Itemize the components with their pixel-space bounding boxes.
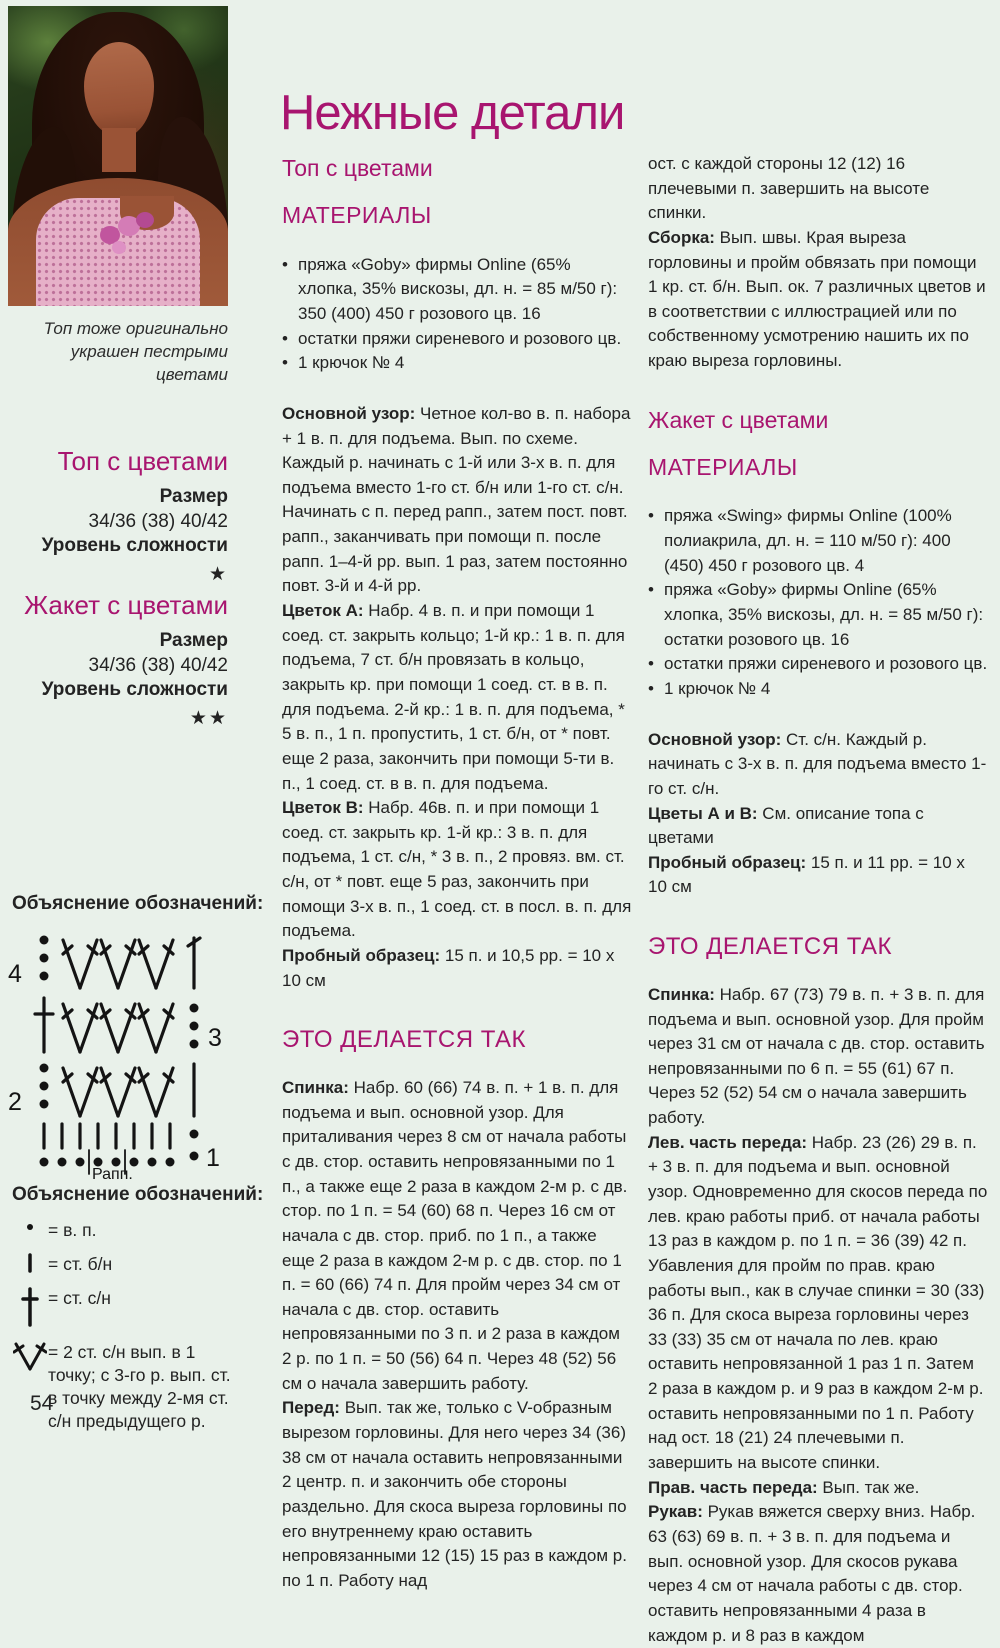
material-item: • пряжа «Swing» фирмы Online (100% полиакрила, дл. н. = 110 м/50 г): 400 (450) 450 г розового цв. 4 bbox=[648, 504, 988, 578]
column-right bbox=[648, 152, 988, 1648]
paragraph: Спинка: Набр. 60 (66) 74 в. п. + 1 в. п. для подъема и вып. основной узор. Для приталивания через 8 см от начала работы с дв. стор. оставить непровязанными по 1 п., а также еще 2 раза в каждом 2-м р. с дв. стор. по 1 п. = 54 (60) 68 п. Через 16 см от начала с дв. стор. приб. по 1 п., а также еще 2 раза в каждом 2-м р. с дв. стор. по 1 п. = 60 (66) 74 п. Для пройм через 34 см от начала с дв. стор. оставить непровязанными по 3 п. и 2 раза в каждом 2 р. по 1 п. = 50 (56) 64 п. Через 48 (52) 56 см о начала завершить работу. bbox=[282, 1078, 628, 1393]
level-label: Уровень сложности bbox=[41, 535, 228, 557]
photo-caption: Топ тоже оригинально украшен пестрыми цветами bbox=[43, 319, 228, 384]
paragraph: Рукав: Рукав вяжется сверху вниз. Набр. 63 (63) 69 в. п. + 3 в. п. для подъема и вып. основной узор. Для скосов рукава через 4 см от начала работы с дв. стор. оставить непровязанными 4 раза в каждом р. и 8 раз в каждом bbox=[648, 1502, 976, 1645]
two-dc-in-one-point-icon bbox=[12, 1340, 48, 1372]
paragraph: Основной узор: Ст. с/н. Каждый р. начинать с 3-х в. п. для подъема вместо 1-го ст. с/н. bbox=[648, 729, 987, 798]
materials-heading: МАТЕРИАЛЫ bbox=[648, 454, 798, 481]
column-middle bbox=[282, 152, 634, 1594]
svg-text:4: 4 bbox=[8, 960, 22, 988]
rapport-label: Рапп. bbox=[92, 1166, 133, 1183]
difficulty-stars: ★★ bbox=[189, 708, 228, 730]
size-label: Размер bbox=[159, 486, 228, 507]
difficulty-stars: ★ bbox=[208, 564, 228, 586]
continued-instructions bbox=[648, 152, 988, 374]
legend-item: = в. п. bbox=[12, 1218, 238, 1242]
instructions bbox=[648, 983, 988, 1648]
legend-item: = ст. с/н bbox=[12, 1286, 238, 1328]
how-it-is-done-heading: ЭТО ДЕЛАЕТСЯ ТАК bbox=[648, 933, 893, 961]
paragraph: Лев. часть переда: Набр. 23 (26) 29 в. п. + 3 в. п. для подъема и вып. основной узор. Одновременно для скосов переда по лев. краю работы приб. от начала работы 13 раз в каждом р. по 1 п. = 36 (39) 42 п. Убавления для пройм по прав. краю работы вып., как в случае спинки = 30 (33) 36 п. Для скоса выреза горловины через 33 (33) 35 см от начала по лев. краю оставить непровязанной 1 раз 1 п. Затем 2 раза в каждом р. и 9 раз в каждом 2-м р. оставить непровязанными по 1 п. Работу над ост. 18 (21) 24 плечевыми п. завершить на высоте спинки. bbox=[648, 1132, 988, 1473]
page-number: 54 bbox=[30, 1392, 54, 1415]
size-value: 34/36 (38) 40/42 bbox=[88, 654, 228, 676]
pattern-description bbox=[282, 402, 634, 993]
material-item: • остатки пряжи сиреневого и розового цв. bbox=[648, 652, 988, 677]
paragraph: Пробный образец: 15 п. и 10,5 рр. = 10 х 10 см bbox=[282, 945, 615, 990]
material-item: • остатки пряжи сиреневого и розового цв. bbox=[282, 327, 634, 352]
single-crochet-bar-icon bbox=[12, 1252, 48, 1274]
size-value: 34/36 (38) 40/42 bbox=[88, 510, 228, 532]
chart-row-3 bbox=[35, 998, 222, 1052]
chart-row-2 bbox=[8, 1064, 194, 1117]
chart-row-4 bbox=[8, 936, 200, 989]
how-it-is-done-heading: ЭТО ДЕЛАЕТСЯ ТАК bbox=[282, 1026, 527, 1054]
svg-text:1: 1 bbox=[206, 1144, 220, 1172]
paragraph: Цветок А: Набр. 4 в. п. и при помощи 1 соед. ст. закрыть кольцо; 1-й кр.: 1 в. п. для подъема, 7 ст. б/н провязать в кольцо, закрыть кр. при помощи 1 соед. ст. в в. п. для подъема. 2-й кр.: 1 в. п. для подъема, * 5 в. п., 1 п. пропустить, 1 ст. б/н, от * повт. еще 2 раза, закончить при помощи 5-ти в. п., 1 соед. ст. в в. п. для подъема. bbox=[282, 601, 625, 793]
legend-heading: Объяснение обозначений: bbox=[12, 1184, 264, 1205]
photo-woman-pink-crochet-top bbox=[8, 6, 228, 306]
page-title: Нежные детали bbox=[280, 85, 625, 140]
legend-item: = ст. б/н bbox=[12, 1252, 238, 1276]
paragraph: Пробный образец: 15 п. и 11 рр. = 10 х 10 см bbox=[648, 852, 965, 897]
photo-flower bbox=[112, 241, 126, 254]
subhead-zhaket-s-tsvetami: Жакет с цветами bbox=[648, 406, 829, 433]
legend-item: = 2 ст. с/н вып. в 1 точку; с 3-го р. вып. ст. в точку между 2-мя ст. с/н предыдущего р. bbox=[12, 1340, 238, 1433]
materials-heading: МАТЕРИАЛЫ bbox=[282, 202, 432, 229]
size-label: Размер bbox=[159, 630, 228, 651]
pattern-title: Жакет с цветами bbox=[24, 590, 228, 620]
paragraph: Цветок В: Набр. 46в. п. и при помощи 1 соед. ст. закрыть кр. 1-й кр.: 3 в. п. для подъема, 1 ст. с/н, * 3 в. п., 2 провяз. вм. ст. с/н, от * повт. еще 5 раз, закончить при помощи 3-х в. п., 1 соед. ст. в посл. в. п. для подъема. bbox=[282, 798, 632, 941]
pattern-card-top bbox=[6, 446, 228, 586]
paragraph: Прав. часть переда: Вып. так же. bbox=[648, 1477, 920, 1497]
paragraph: ост. с каждой стороны 12 (12) 16 плечевыми п. завершить на высоте спинки. bbox=[648, 154, 930, 223]
material-item: • 1 крючок № 4 bbox=[282, 351, 634, 376]
chain-stitch-dot-icon bbox=[12, 1218, 48, 1234]
double-crochet-cross-icon bbox=[12, 1286, 48, 1328]
material-item: • пряжа «Goby» фирмы Online (65% хлопка, 35% вискозы, дл. н. = 85 м/50 г): остатки розового цв. 16 bbox=[648, 578, 988, 652]
paragraph: Цветы А и В: См. описание топа с цветами bbox=[648, 803, 924, 848]
material-item: • пряжа «Goby» фирмы Online (65% хлопка, 35% вискозы, дл. н. = 85 м/50 г): 350 (400) 450 г розового цв. 16 bbox=[282, 253, 634, 327]
crochet-chart-diagram bbox=[4, 922, 234, 1184]
pattern-description bbox=[648, 728, 988, 900]
svg-text:3: 3 bbox=[208, 1024, 222, 1052]
pattern-card-jacket bbox=[6, 590, 228, 730]
chart-heading: Объяснение обозначений: bbox=[12, 893, 264, 914]
subhead-top-s-tsvetami: Топ с цветами bbox=[282, 155, 433, 181]
pattern-title: Топ с цветами bbox=[57, 446, 228, 476]
paragraph: Спинка: Набр. 67 (73) 79 в. п. + 3 в. п. для подъема и вып. основной узор. Для пройм через 31 см от начала с дв. стор. оставить непровязанными по 6 п. = 55 (61) 67 п. Через 52 (52) 54 см о начала завершить работу. bbox=[648, 984, 985, 1128]
photo-neck bbox=[102, 128, 136, 172]
paragraph: Основной узор: Четное кол-во в. п. набора + 1 в. п. для подъема. Вып. по схеме. Каждый р. начинать с 1-й или 3-х в. п. для подъема вместо 1-го ст. б/н или 1-го ст. с/н. Начинать с п. перед рапп., затем пост. повт. рапп., заканчивать при помощи п. после рапп. 1–4-й рр. вып. 1 раз, затем постоянно повт. 3-й и 4-й рр. bbox=[282, 403, 631, 596]
chart-row-1 bbox=[40, 1124, 220, 1183]
photo-flower bbox=[136, 212, 154, 228]
level-label: Уровень сложности bbox=[41, 679, 228, 701]
paragraph: Перед: Вып. так же, только с V-образным вырезом горловины. Для него через 34 (36) 38 см от начала оставить непровязанными 2 центр. п. и закончить обе стороны раздельно. Для скоса выреза горловины по его внутреннему краю оставить непровязанными 12 (15) 15 раз в каждом р. по 1 п. Работу над bbox=[282, 1398, 627, 1590]
materials-list bbox=[282, 253, 634, 376]
material-item: • 1 крючок № 4 bbox=[648, 677, 988, 702]
paragraph: Сборка: Вып. швы. Края выреза горловины и пройм обвязать при помощи 1 кр. ст. б/н. Вып. ок. 7 различных цветов и в соответствии с иллюстрацией или по собственному усмотрению нашить их по краю выреза горловины. bbox=[648, 227, 986, 371]
materials-list bbox=[648, 504, 988, 701]
instructions bbox=[282, 1076, 634, 1593]
svg-text:2: 2 bbox=[8, 1088, 22, 1116]
